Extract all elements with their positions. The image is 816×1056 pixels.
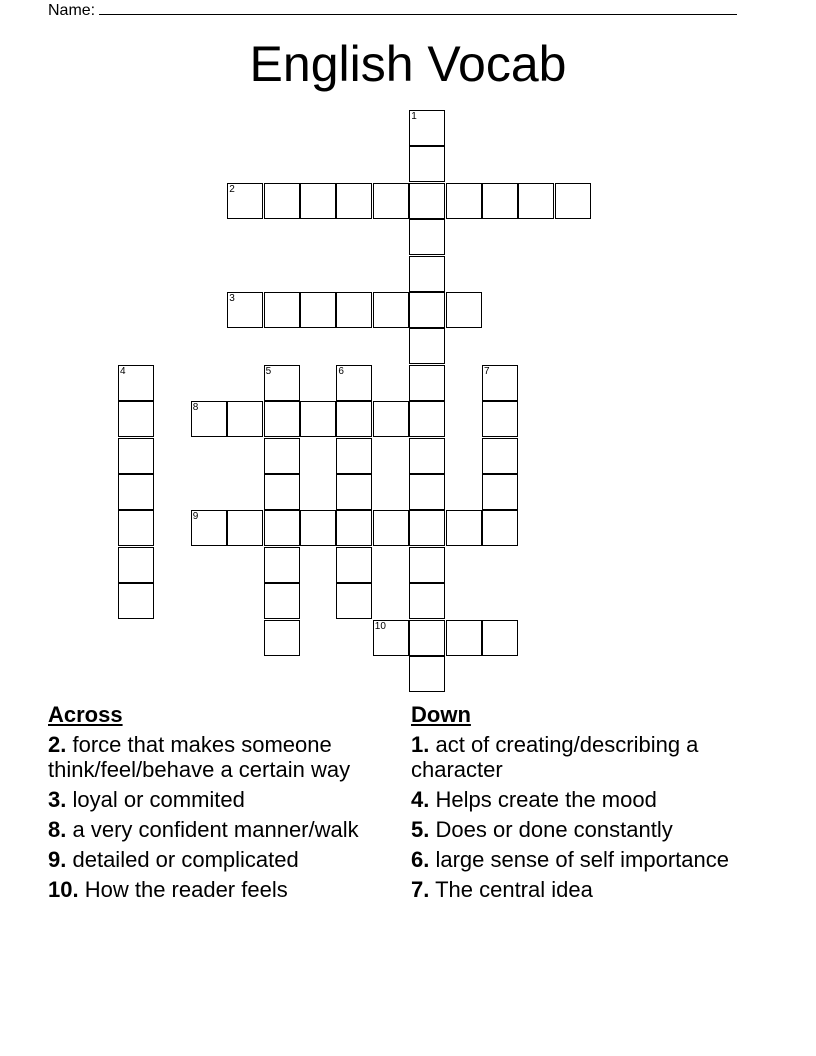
crossword-cell[interactable]	[409, 328, 445, 364]
clue-text: act of creating/describing a character	[411, 732, 699, 782]
crossword-cell[interactable]	[264, 438, 300, 474]
clue-number: 9.	[48, 847, 67, 872]
crossword-cell[interactable]	[300, 183, 336, 219]
crossword-cell[interactable]	[409, 620, 445, 656]
crossword-cell[interactable]	[482, 365, 518, 401]
name-label: Name:	[48, 2, 96, 19]
across-heading: Across	[48, 702, 123, 727]
crossword-cell[interactable]	[264, 547, 300, 583]
crossword-cell[interactable]	[409, 656, 445, 692]
cell-number: 3	[229, 293, 235, 304]
crossword-cell[interactable]	[409, 547, 445, 583]
crossword-cell[interactable]	[118, 365, 154, 401]
crossword-cell[interactable]	[446, 510, 482, 546]
crossword-cell[interactable]	[191, 510, 227, 546]
crossword-cell[interactable]	[264, 365, 300, 401]
crossword-cell[interactable]	[336, 583, 372, 619]
clue-text: loyal or commited	[72, 787, 245, 812]
crossword-cell[interactable]	[409, 365, 445, 401]
crossword-cell[interactable]	[446, 292, 482, 328]
crossword-cell[interactable]	[373, 401, 409, 437]
crossword-cell[interactable]	[446, 183, 482, 219]
clue-number: 2.	[48, 732, 67, 757]
clue-text: The central idea	[435, 877, 593, 902]
crossword-cell[interactable]	[518, 183, 554, 219]
crossword-cell[interactable]	[409, 583, 445, 619]
crossword-cell[interactable]	[336, 365, 372, 401]
crossword-cell[interactable]	[482, 401, 518, 437]
crossword-cell[interactable]	[482, 620, 518, 656]
crossword-cell[interactable]	[409, 438, 445, 474]
crossword-cell[interactable]	[118, 438, 154, 474]
crossword-cell[interactable]	[482, 510, 518, 546]
cell-number: 5	[265, 365, 272, 377]
crossword-cell[interactable]	[555, 183, 591, 219]
clue-number: 8.	[48, 817, 67, 842]
crossword-cell[interactable]	[227, 292, 263, 328]
crossword-cell[interactable]	[409, 256, 445, 292]
clue-text: How the reader feels	[84, 877, 288, 902]
crossword-cell[interactable]	[409, 401, 445, 437]
crossword-cell[interactable]	[336, 401, 372, 437]
crossword-cell[interactable]	[409, 146, 445, 182]
crossword-cell[interactable]	[264, 583, 300, 619]
crossword-cell[interactable]	[336, 474, 372, 510]
cell-number: 9	[192, 511, 199, 523]
crossword-cell[interactable]	[264, 510, 300, 546]
down-clues	[411, 702, 741, 907]
cell-number: 1	[411, 111, 417, 122]
across-clue	[48, 847, 388, 872]
down-clue	[411, 847, 741, 872]
crossword-cell[interactable]	[118, 547, 154, 583]
clue-text: force that makes someone think/feel/behave a certain way	[48, 732, 351, 782]
crossword-cell[interactable]	[118, 510, 154, 546]
crossword-cell[interactable]	[446, 620, 482, 656]
crossword-cell[interactable]	[409, 219, 445, 255]
clue-text: Helps create the mood	[435, 787, 657, 812]
clue-number: 10.	[48, 877, 79, 902]
page-title: English Vocab	[249, 36, 567, 92]
crossword-cell[interactable]	[191, 401, 227, 437]
crossword-cell[interactable]	[264, 183, 300, 219]
clue-text: Does or done constantly	[435, 817, 673, 842]
crossword-cell[interactable]	[373, 510, 409, 546]
crossword-cell[interactable]	[264, 292, 300, 328]
crossword-cell[interactable]	[118, 401, 154, 437]
cell-number: 4	[120, 365, 126, 377]
crossword-cell[interactable]	[264, 474, 300, 510]
crossword-cell[interactable]	[336, 183, 372, 219]
cell-number: 6	[338, 365, 344, 377]
clue-number: 6.	[411, 847, 430, 872]
crossword-cell[interactable]	[373, 292, 409, 328]
across-clue	[48, 817, 388, 842]
crossword-cell[interactable]	[409, 292, 445, 328]
crossword-cell[interactable]	[118, 583, 154, 619]
crossword-cell[interactable]	[482, 438, 518, 474]
clue-number: 5.	[411, 817, 430, 842]
across-clue	[48, 877, 388, 902]
crossword-cell[interactable]	[336, 547, 372, 583]
clue-text: a very confident manner/walk	[72, 817, 359, 842]
crossword-cell[interactable]	[409, 183, 445, 219]
clue-number: 7.	[411, 877, 430, 902]
clue-number: 1.	[411, 732, 430, 757]
down-clue	[411, 787, 741, 812]
crossword-cell[interactable]	[300, 292, 336, 328]
cell-number: 2	[229, 183, 235, 195]
crossword-cell[interactable]	[336, 292, 372, 328]
clue-text: large sense of self importance	[435, 847, 729, 872]
crossword-cell[interactable]	[300, 510, 336, 546]
across-clue	[48, 787, 388, 812]
crossword-cell[interactable]	[118, 474, 154, 510]
crossword-cell[interactable]	[482, 474, 518, 510]
crossword-cell[interactable]	[482, 183, 518, 219]
crossword-cell[interactable]	[264, 401, 300, 437]
crossword-cell[interactable]	[336, 510, 372, 546]
crossword-cell[interactable]	[373, 183, 409, 219]
across-clues	[48, 702, 388, 907]
down-clue	[411, 877, 741, 902]
across-clue	[48, 732, 388, 782]
down-heading: Down	[411, 702, 471, 727]
clue-text: detailed or complicated	[72, 847, 299, 872]
crossword-cell[interactable]	[409, 510, 445, 546]
cell-number: 7	[484, 365, 490, 377]
crossword-cell[interactable]	[373, 620, 409, 656]
clue-number: 3.	[48, 787, 67, 812]
crossword-cell[interactable]	[227, 510, 263, 546]
crossword-cell[interactable]	[227, 401, 263, 437]
cell-number: 8	[192, 402, 199, 414]
clue-number: 4.	[411, 787, 430, 812]
crossword-cell[interactable]	[336, 438, 372, 474]
down-clue	[411, 732, 741, 782]
crossword-cell[interactable]	[409, 110, 445, 146]
cell-number: 10	[374, 620, 386, 632]
down-clue	[411, 817, 741, 842]
crossword-cell[interactable]	[409, 474, 445, 510]
crossword-cell[interactable]	[227, 183, 263, 219]
crossword-cell[interactable]	[300, 401, 336, 437]
crossword-cell[interactable]	[264, 620, 300, 656]
